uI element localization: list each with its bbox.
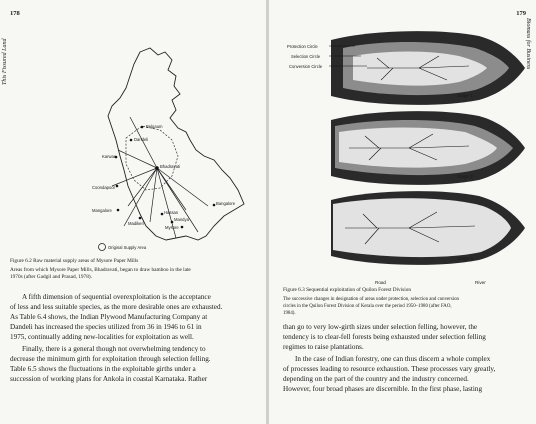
paragraph-line: 1975, continually adding new-localities for exploitation as well.: [10, 333, 194, 341]
legend-selection-circle: Selection Circle: [291, 54, 321, 59]
figure-note-right-2: circles in the Quilon Forest Division of Kerala over the period 1950–1980 (after FAO,: [283, 304, 452, 309]
map-label-madikeri: Madikeri: [128, 221, 144, 226]
stage-1-diagram: [329, 31, 525, 105]
legend-conversion-circle: Conversion Circle: [289, 64, 323, 69]
paragraph-line: tendency is to clear-fell forests being exhausted under selection felling: [283, 333, 486, 341]
paragraph-line: In the case of Indian forestry, one can thus discern a whole complex: [295, 355, 491, 363]
figure-note-left-2: 1970s (after Gadgil and Prasad, 1978).: [10, 274, 92, 280]
supply-arrows: [112, 117, 208, 238]
paragraph-line: However, four broad phases are discernible. In the first phase, lasting: [283, 385, 483, 393]
page-number-left: 178: [10, 10, 20, 17]
map-label-bangalore: Bangalore: [216, 201, 236, 206]
map-label-hassan: Hassan: [164, 210, 179, 215]
running-title-left: This Fissured Land: [2, 38, 8, 85]
legend-label: Original Supply Area: [108, 245, 147, 250]
paragraph-line: As Table 6.4 shows, the Indian Plywood Manufacturing Company at: [10, 313, 208, 321]
stage-2-diagram: [331, 111, 525, 185]
page-number-right: 179: [516, 10, 526, 17]
paragraph-line: of less and less suitable species, as the more desirable ones are exhausted.: [10, 303, 223, 311]
map-label-karwar: Karwar: [102, 154, 116, 159]
quilon-stages-figure: [269, 0, 536, 280]
running-title-right: Biomass for Business: [525, 18, 531, 70]
paragraph-line: succession of working plans for Ankola in coastal Karnataka. Rather: [10, 375, 208, 383]
paragraph-line: regimes to raise plantations.: [283, 343, 364, 351]
stage-3-label: Stage 3: [457, 256, 473, 261]
left-page: [0, 0, 267, 424]
paragraph-line: Dandeli has increased the species utilized from 36 in 1946 to 61 in: [10, 323, 202, 331]
stage-2-label: Stage 2: [457, 174, 473, 179]
stage-1-label: Stage 1: [457, 93, 473, 98]
figure-caption-left: Figure 6.2 Raw material supply areas of Mysore Paper Mills: [10, 258, 139, 264]
right-page: [269, 0, 536, 424]
map-label-mandya: Mandya: [174, 217, 189, 222]
figure-note-left-1: Areas from which Mysore Paper Mills, Bhadravati, began to draw bamboo in the late: [10, 267, 191, 273]
river-key-label: River: [475, 280, 486, 285]
figure-note-right-3: 1984).: [283, 311, 296, 316]
paragraph-line: decrease the minimum girth for exploitation through selection felling.: [10, 355, 211, 363]
paragraph-line: depending on the part of the country and the industry concerned.: [283, 375, 469, 383]
figure-note-right-1: The successive changes in designation of areas under protection, selection and conversion: [283, 297, 460, 302]
road-key-label: Road: [375, 280, 386, 285]
map-label-coondapoor: Coondapoor: [92, 185, 116, 190]
stage-3-diagram: [331, 191, 525, 265]
figure-caption-right: Figure 6.3 Sequential exploitation of Quilon Forest Division: [283, 287, 411, 293]
paragraph-line: of processes leading to resource exhaustion. These processes vary greatly,: [283, 365, 496, 373]
map-label-dandeli: Dandeli: [134, 137, 149, 142]
map-label-mangalore: Mangalore: [92, 208, 112, 213]
paragraph-line: Table 6.5 shows the fluctuations in the exploitable girths under a: [10, 365, 196, 373]
map-label-belgaum: Belgaum: [146, 124, 163, 129]
paragraph-line: than go to very low-girth sizes under selection felling, however, the: [283, 323, 478, 331]
map-label-bhadravati: Bhadravati: [160, 164, 181, 169]
map-label-mysore: Mysore: [165, 225, 179, 230]
paragraph-line: A fifth dimension of sequential overexploitation is the acceptance: [22, 293, 211, 301]
legend-circle-icon: [99, 244, 106, 251]
paragraph-line: Finally, there is a general though not overwhelming tendency to: [22, 345, 206, 353]
legend-protection-circle: Protection Circle: [287, 44, 318, 49]
